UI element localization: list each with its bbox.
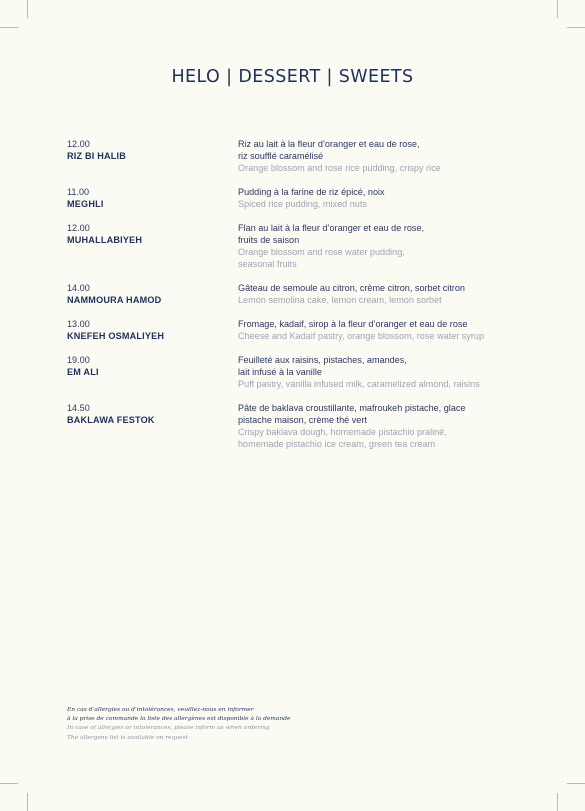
menu-item-name: MEGHLI	[67, 199, 104, 209]
menu-item-header	[67, 402, 238, 450]
crop-mark	[0, 783, 18, 784]
menu-item-description-en: Puff pastry, vanilla infused milk, caramelized almond, raisins	[238, 379, 480, 389]
menu-item-description	[238, 186, 537, 210]
menu-item-header	[67, 318, 238, 342]
menu-item-description-en: homemade pistachio ice cream, green tea cream	[238, 439, 436, 449]
crop-mark	[557, 0, 558, 18]
allergen-notice-fr-line: En cas d’allergies ou d’intolérances, veuillez-nous en informer	[67, 707, 254, 713]
menu-item-name: NAMMOURA HAMOD	[67, 295, 162, 305]
menu-item-header	[67, 282, 238, 306]
menu-item-description-en: Spiced rice pudding, mixed nuts	[238, 199, 367, 209]
menu-item-description	[238, 138, 537, 174]
menu-item-description-fr: Fromage, kadaif, sirop à la fleur d’oranger et eau de rose	[238, 319, 468, 329]
menu-item	[67, 318, 537, 342]
menu-item-price: 14.00	[67, 283, 90, 293]
menu-item-description-fr: Flan au lait à la fleur d’oranger et eau de rose,	[238, 223, 425, 233]
menu-item	[67, 402, 537, 450]
menu-list	[67, 138, 537, 462]
crop-mark	[567, 27, 585, 28]
menu-item-description	[238, 318, 537, 342]
menu-item-description-fr: Pâte de baklava croustillante, mafroukeh pistache, glace	[238, 403, 466, 413]
menu-item-name: BAKLAWA FESTOK	[67, 415, 155, 425]
menu-item-description-en: Orange blossom and rose water pudding,	[238, 247, 405, 257]
allergen-notice-en-line: The allergens list is available on request	[67, 734, 189, 741]
menu-item-name: EM ALI	[67, 367, 99, 377]
menu-item-name: RIZ BI HALIB	[67, 151, 126, 161]
menu-item-name: MUHALLABIYEH	[67, 235, 143, 245]
menu-item	[67, 186, 537, 210]
menu-item	[67, 354, 537, 390]
menu-item	[67, 282, 537, 306]
page-title: HELO | DESSERT | SWEETS	[171, 67, 414, 87]
menu-item-description	[238, 222, 537, 270]
crop-mark	[567, 783, 585, 784]
menu-item-description-fr: Gâteau de semoule au citron, crème citron, sorbet citron	[238, 283, 465, 293]
crop-mark	[27, 793, 28, 811]
menu-item-header	[67, 186, 238, 210]
menu-item-description-en: Cheese and Kadaif pastry, orange blossom, rose water syrup	[238, 331, 484, 341]
crop-mark	[557, 793, 558, 811]
menu-item-description-en: seasonal fruits	[238, 259, 297, 269]
menu-item-price: 11.00	[67, 187, 90, 197]
menu-item-price: 13.00	[67, 319, 90, 329]
menu-item-price: 19.00	[67, 355, 90, 365]
menu-item-description-fr: riz soufflé caramélisé	[238, 151, 324, 161]
menu-item-description	[238, 402, 537, 450]
menu-item-name: KNEFEH OSMALIYEH	[67, 331, 165, 341]
menu-item-description-en: Orange blossom and rose rice pudding, crispy rice	[238, 163, 441, 173]
menu-item-price: 12.00	[67, 139, 90, 149]
menu-item-description-fr: Pudding à la farine de riz épicé, noix	[238, 187, 385, 197]
menu-item-header	[67, 138, 238, 174]
menu-item-description-fr: Riz au lait à la fleur d’oranger et eau de rose,	[238, 139, 420, 149]
menu-item-header	[67, 354, 238, 390]
crop-mark	[27, 0, 28, 18]
menu-item-price: 12.00	[67, 223, 90, 233]
menu-item-description	[238, 282, 537, 306]
menu-item-description-fr: Feuilleté aux raisins, pistaches, amandes,	[238, 355, 407, 365]
allergen-notice-en-line: In case of allergies or intolerances, please inform us when ordering	[67, 725, 270, 732]
menu-item-description-en: Lemon semolina cake, lemon cream, lemon sorbet	[238, 295, 442, 305]
allergen-notice-fr-line: à la prise de commande la liste des allergènes est disponible à la demande	[67, 716, 291, 723]
menu-item-description	[238, 354, 537, 390]
menu-item	[67, 222, 537, 270]
menu-item-description-fr: lait infusé à la vanille	[238, 367, 322, 377]
menu-item-description-en: Crispy baklava dough, homemade pistachio praliné,	[238, 427, 447, 437]
menu-item-price: 14.50	[67, 403, 90, 413]
menu-item-description-fr: fruits de saison	[238, 235, 300, 245]
menu-item-header	[67, 222, 238, 270]
allergen-notice	[67, 706, 367, 743]
menu-item	[67, 138, 537, 174]
menu-item-description-fr: pistache maison, crème thé vert	[238, 415, 367, 425]
crop-mark	[0, 27, 18, 28]
